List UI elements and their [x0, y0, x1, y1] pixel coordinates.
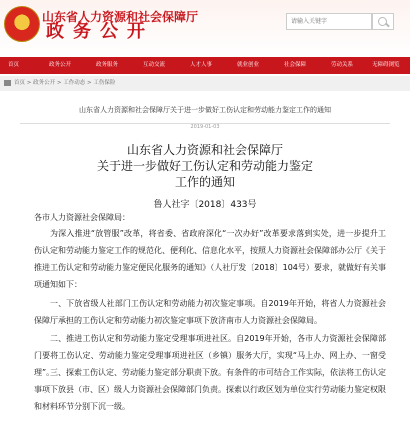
nav-item-talent[interactable]: 人才人事 [190, 62, 213, 68]
site-header [0, 0, 410, 57]
title-line: 山东省人力资源和社会保障厅 [126, 143, 283, 157]
document-title [0, 142, 410, 190]
breadcrumb-text[interactable]: 首页 > 政务公开 > 工作动态 > 工伤保险 [14, 80, 116, 86]
nav-item-employment[interactable]: 就业创业 [237, 62, 260, 68]
title-line: 工作的通知 [174, 175, 235, 189]
nav-item-gov-affairs[interactable]: 政务公开 [49, 62, 72, 68]
article-banner [0, 97, 410, 123]
nav-item-accessibility[interactable]: 无障碍浏览 [372, 62, 400, 68]
body-paragraph: 二、推进工伤认定和劳动能力鉴定受理事项进社区。自2019年开始，各市人力资源社会保障部门要将工伤认定、劳动能力鉴定受理事项进社区（乡镇）服务大厅，实现“马上办、网上办、一窗受理”。 [34, 334, 386, 377]
main-nav [0, 57, 410, 74]
body-paragraph: 一、下放省级人社部门工伤认定和劳动能力初次鉴定事项。自2019年开始，将省人力资源社会保障厅承担的工伤认定和劳动能力初次鉴定事项下放济南市人力资源社会保障局。 [34, 299, 386, 325]
search-button[interactable] [372, 13, 394, 30]
breadcrumb [0, 76, 410, 91]
salutation: 各市人力资源社会保障局： [34, 213, 130, 222]
title-line: 关于进一步做好工伤认定和劳动能力鉴定 [96, 159, 313, 173]
body-paragraph: 三、探索工伤认定、劳动能力鉴定部分职责下放。有条件的市可结合工作实际，依法将工伤认定事项下放县（市、区）级人力资源社会保障部门负责。探索以行政区划为单位实行劳动能力鉴定权限和材料环节分别下沉一级。 [34, 368, 386, 411]
banner-title: 山东省人力资源和社会保障厅关于进一步做好工伤认定和劳动能力鉴定工作的通知 [79, 106, 331, 114]
search-input[interactable] [286, 13, 372, 30]
nav-item-interaction[interactable]: 互动交流 [143, 62, 166, 68]
national-emblem-icon: ★ [4, 6, 40, 42]
document-number: 鲁人社字〔2018〕433号 [153, 200, 257, 210]
nav-item-labor[interactable]: 劳动关系 [331, 62, 354, 68]
publish-date: 2019-01-03 [190, 124, 220, 130]
home-icon [4, 80, 11, 86]
department-name: 山东省人力资源和社会保障厅 [42, 10, 199, 24]
nav-item-gov-service[interactable]: 政务服务 [96, 62, 119, 68]
section-name: 政务公开 [46, 21, 154, 42]
nav-item-home[interactable]: 首页 [8, 62, 20, 68]
nav-item-social-security[interactable]: 社会保障 [284, 62, 307, 68]
body-paragraph: 为深入推进“放管服”改革，将省委、省政府深化“一次办好”改革要求落到实处，进一步提升工伤认定和劳动能力鉴定工作的规范化、便利化、信息化水平，按照人力资源社会保障部办公厅《关于推进工伤认定和劳动能力鉴定便民化服务的通知》（人社厅发〔2018〕104号）要求，就做好有关事项通知如下： [34, 229, 386, 289]
